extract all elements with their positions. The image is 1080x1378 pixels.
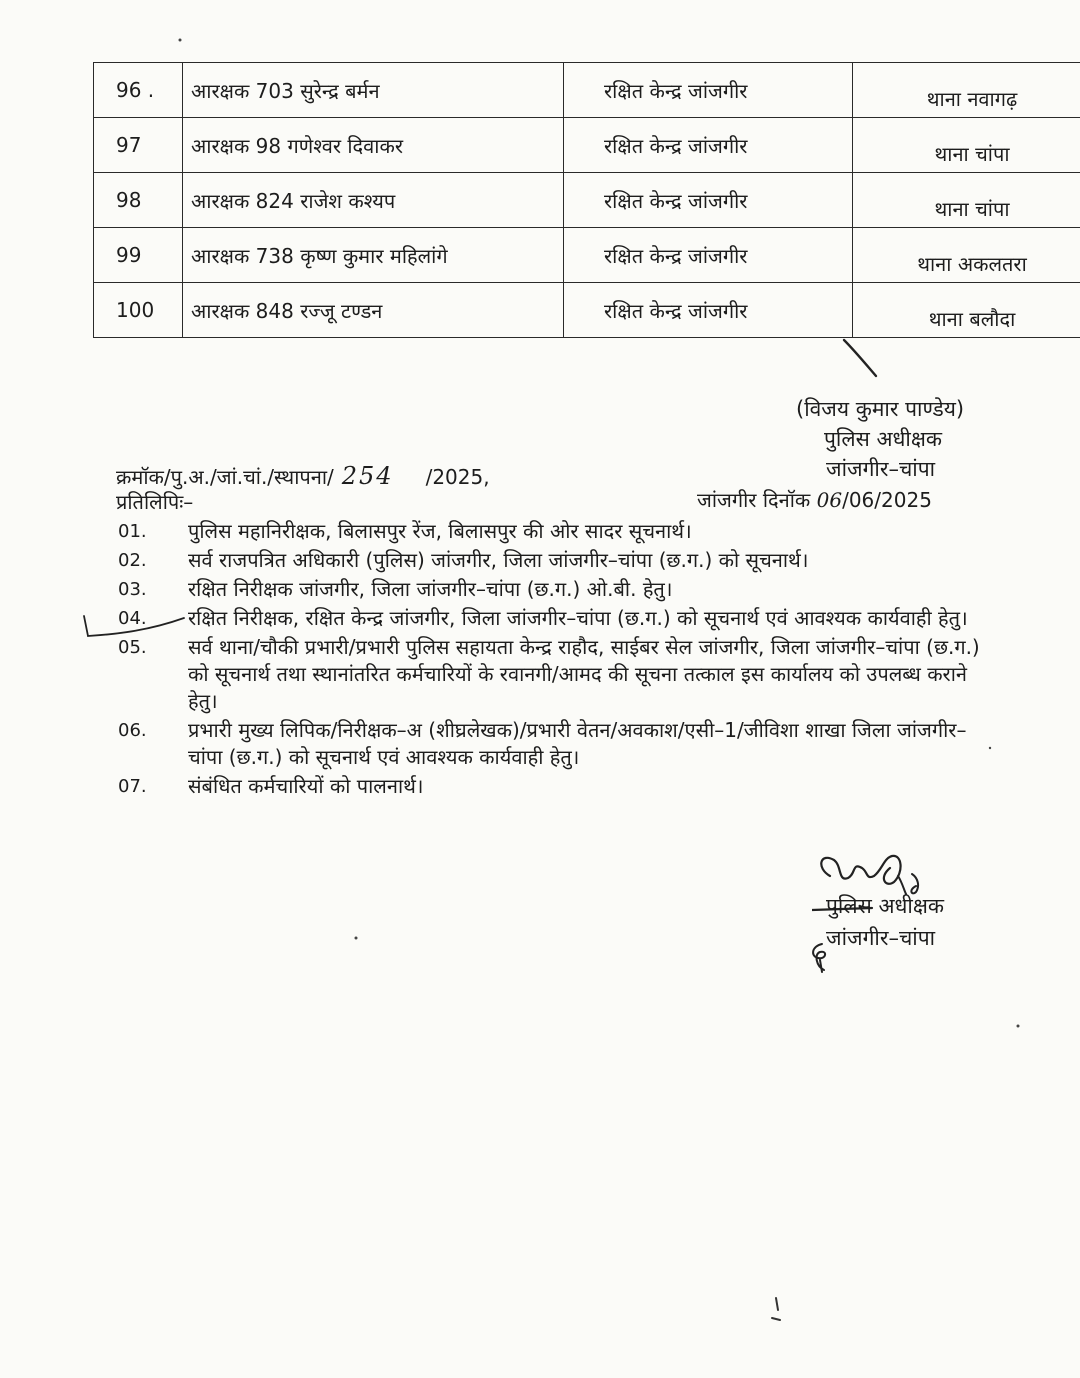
list-item-number: 01. <box>118 521 147 542</box>
date-line <box>697 486 932 513</box>
cell-serial: 100 <box>94 283 183 338</box>
cell-serial: 97 <box>94 118 183 173</box>
cell-serial: 98 <box>94 173 183 228</box>
cell-employee: आरक्षक 824 राजेश कश्यप <box>183 173 564 228</box>
closing-designation: पुलिस अधीक्षक <box>826 894 945 918</box>
list-item-text: रक्षित निरीक्षक जांजगीर, जिला जांजगीर–चांपा (छ.ग.) ओ.बी. हेतु। <box>188 577 673 601</box>
cell-from-unit: रक्षित केन्द्र जांजगीर <box>564 228 853 283</box>
signatory-block <box>796 394 964 484</box>
list-item <box>118 605 998 632</box>
table-row <box>94 118 1080 173</box>
transfer-table <box>93 62 1080 338</box>
signatory-name: (विजय कुमार पाण्डेय) <box>796 397 965 421</box>
reference-year: /2025, <box>425 465 490 489</box>
table-row <box>94 228 1080 283</box>
list-item-text: रक्षित निरीक्षक, रक्षित केन्द्र जांजगीर, जिला जांजगीर–चांपा (छ.ग.) को सूचनार्थ एवं आवश्यक कार्यवाही हेतु। <box>188 606 968 630</box>
list-item <box>118 773 998 800</box>
signatory-district: जांजगीर–चांपा <box>826 457 936 481</box>
cell-to-station: थाना बलौदा <box>853 283 1080 338</box>
table-row <box>94 283 1080 338</box>
signature-stroke-top <box>840 336 880 380</box>
list-item-text: सर्व थाना/चौकी प्रभारी/प्रभारी पुलिस सहायता केन्द्र राहौद, साईबर सेल जांजगीर, जिला जांजगीर–चांपा (छ.ग.) को सूचनार्थ तथा स्थानांतरित कर्मचारियों के रवानगी/आमद की सूचना तत्काल इस कार्यालय को उपलब्ध कराने हेतु। <box>188 635 980 713</box>
cell-from-unit: रक्षित केन्द्र जांजगीर <box>564 118 853 173</box>
list-item-text: संबंधित कर्मचारियों को पालनार्थ। <box>188 774 424 798</box>
cell-to-station: थाना अकलतरा <box>853 228 1080 283</box>
list-item-text: सर्व राजपत्रित अधिकारी (पुलिस) जांजगीर, जिला जांजगीर–चांपा (छ.ग.) को सूचनार्थ। <box>188 548 809 572</box>
cell-employee: आरक्षक 98 गणेश्वर दिवाकर <box>183 118 564 173</box>
cell-from-unit: रक्षित केन्द्र जांजगीर <box>564 173 853 228</box>
date-prefix: जांजगीर दिनॉक <box>697 488 811 512</box>
cell-to-station: थाना चांपा <box>853 118 1080 173</box>
list-item-number: 03. <box>118 579 147 600</box>
initial-mark <box>806 940 836 974</box>
date-rest: /06/2025 <box>842 488 932 512</box>
list-item-number: 05. <box>118 637 147 658</box>
cell-serial: 99 <box>94 228 183 283</box>
list-item <box>118 518 998 545</box>
list-item <box>118 717 998 771</box>
signatory-designation: पुलिस अधीक्षक <box>824 427 943 451</box>
cell-serial: 96 . <box>94 63 183 118</box>
cell-to-station: थाना चांपा <box>853 173 1080 228</box>
reference-line <box>116 462 490 490</box>
closing-district: जांजगीर–चांपा <box>826 926 936 950</box>
list-item-number: 02. <box>118 550 147 571</box>
list-item-number: 04. <box>118 608 147 629</box>
table-row <box>94 173 1080 228</box>
table-row <box>94 63 1080 118</box>
cell-employee: आरक्षक 738 कृष्ण कुमार महिलांगे <box>183 228 564 283</box>
list-item-text: पुलिस महानिरीक्षक, बिलासपुर रेंज, बिलासपुर की ओर सादर सूचनार्थ। <box>188 519 692 543</box>
list-item-text: प्रभारी मुख्य लिपिक/निरीक्षक–अ (शीघ्रलेखक)/प्रभारी वेतन/अवकाश/एसी–1/जीविशा शाखा जिला जांजगीर–चांपा (छ.ग.) को सूचनार्थ एवं आवश्यक कार्यवाही हेतु। <box>188 718 967 769</box>
list-item <box>118 634 998 715</box>
reference-number: 254 <box>341 462 394 490</box>
list-item <box>118 547 998 574</box>
cell-to-station: थाना नवागढ़ <box>853 63 1080 118</box>
list-item-number: 06. <box>118 720 147 741</box>
cell-employee: आरक्षक 848 रज्जू टण्डन <box>183 283 564 338</box>
cell-from-unit: रक्षित केन्द्र जांजगीर <box>564 63 853 118</box>
list-item <box>118 576 998 603</box>
list-item-number: 07. <box>118 776 147 797</box>
distribution-list <box>118 518 998 802</box>
closing-block <box>826 890 944 954</box>
copy-label: प्रतिलिपिः– <box>116 490 194 514</box>
date-day: 06 <box>816 488 843 512</box>
cell-from-unit: रक्षित केन्द्र जांजगीर <box>564 283 853 338</box>
reference-prefix: क्रमॉक/पु.अ./जां.चां./स्थापना/ <box>116 465 334 489</box>
cell-employee: आरक्षक 703 सुरेन्द्र बर्मन <box>183 63 564 118</box>
